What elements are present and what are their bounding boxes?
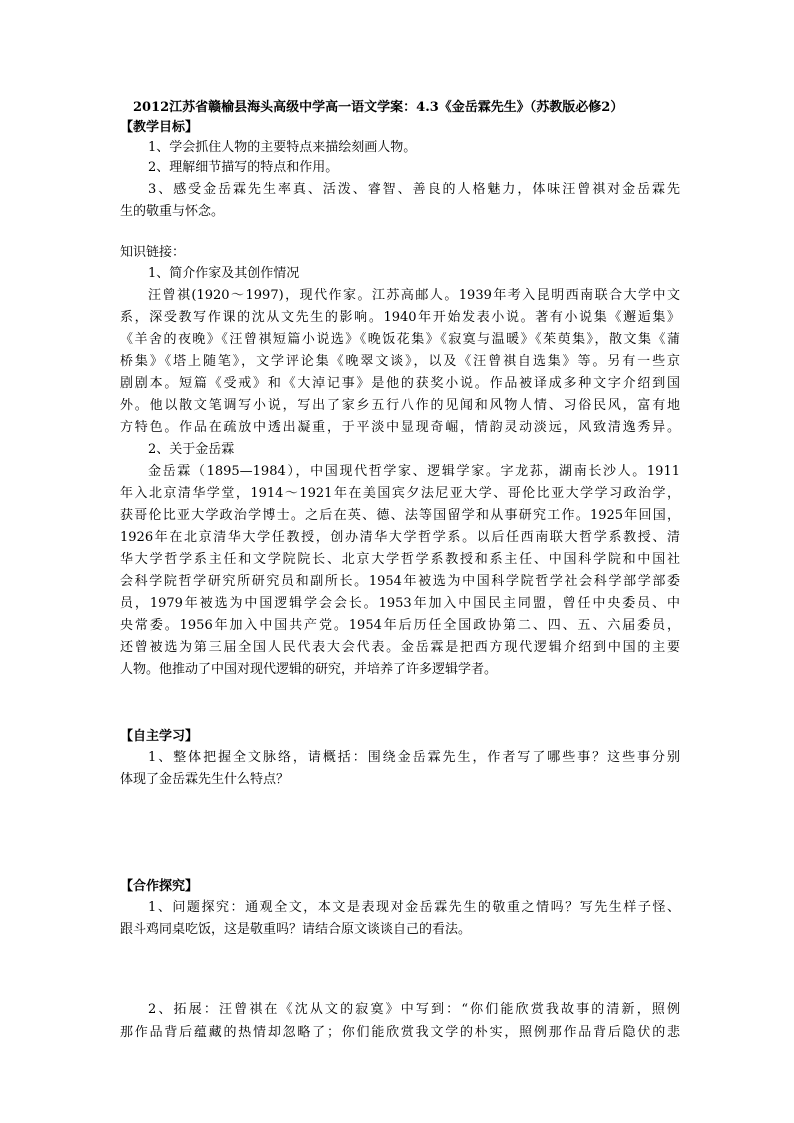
- heading-cooperation: 【合作探究】: [120, 879, 199, 894]
- jin-paragraph-line: 央常委。1956年加入中国共产党。1954年后历任全国政协第二、四、五、六届委员，: [120, 618, 680, 633]
- author-paragraph-line: 系，深受教写作课的沈从文先生的影响。1940年开始发表小说。著有小说集《邂逅集》: [120, 310, 680, 325]
- jin-paragraph-line: 金岳霖（1895—1984），中国现代哲学家、逻辑学家。字龙荪，湖南长沙人。1911: [148, 464, 680, 479]
- heading-self-study: 【自主学习】: [120, 729, 199, 744]
- jin-paragraph-line: 还曾被选为第三届全国人民代表大会代表。金岳霖是把西方现代逻辑介绍到中国的主要: [120, 640, 680, 655]
- cooperation-question-2: 2、拓展：汪曾祺在《沈从文的寂寞》中写到：“你们能欣赏我故事的清新，照例: [148, 1002, 680, 1017]
- author-paragraph-line: 剧剧本。短篇《受戒》和《大淖记事》是他的获奖小说。作品被译成多种文字介绍到国: [120, 376, 680, 391]
- author-paragraph-line: 桥集》《塔上随笔》，文学评论集《晚翠文谈》，以及《汪曾祺自选集》等。另有一些京: [120, 354, 680, 369]
- heading-knowledge-link: 知识链接：: [120, 245, 186, 260]
- jin-paragraph-line: 人物。他推动了中国对现代逻辑的研究，并培养了许多逻辑学者。: [120, 662, 498, 677]
- jin-paragraph-line: 1926年在北京清华大学任教授，创办清华大学哲学系。以后任西南联大哲学系教授、清: [120, 530, 680, 545]
- goal-item: 3、感受金岳霖先生率真、活泼、睿智、善良的人格魅力，体味汪曾祺对金岳霖先: [148, 182, 680, 197]
- self-study-question-continued: 体现了金岳霖先生什么特点？: [120, 772, 290, 787]
- author-paragraph-line: 外。他以散文笔调写小说，写出了家乡五行八作的见闻和风物人情、习俗民风，富有地: [120, 398, 680, 413]
- document-title: 2012江苏省赣榆县海头高级中学高一语文学案：4.3《金岳霖先生》（苏教版必修2）: [133, 100, 624, 115]
- author-paragraph-line: 方特色。作品在疏放中透出凝重，于平淡中显现奇崛，情韵灵动淡远，风致清逸秀异。: [120, 420, 680, 435]
- cooperation-question-1: 1、问题探究：通观全文，本文是表现对金岳霖先生的敬重之情吗？写先生样子怪、: [148, 900, 680, 915]
- self-study-question: 1、整体把握全文脉络，请概括：围绕金岳霖先生，作者写了哪些事？这些事分别: [148, 750, 680, 765]
- jin-paragraph-line: 年入北京清华学堂，1914～1921年在美国宾夕法尼亚大学、哥伦比亚大学学习政治学，: [120, 486, 680, 501]
- subheading-jin-yuelin: 2、关于金岳霖: [148, 442, 235, 457]
- cooperation-question-1-continued: 跟斗鸡同桌吃饭，这是敬重吗？请结合原文谈谈自己的看法。: [120, 922, 472, 937]
- goal-item-continued: 生的敬重与怀念。: [120, 204, 225, 219]
- jin-paragraph-line: 获哥伦比亚大学政治学博士。之后在英、德、法等国留学和从事研究工作。1925年回国，: [120, 508, 680, 523]
- goal-item: 2、理解细节描写的特点和作用。: [148, 160, 339, 175]
- author-paragraph-line: 《羊舍的夜晚》《汪曾祺短篇小说选》《晚饭花集》《寂寞与温暖》《茱萸集》，散文集《蒲: [120, 332, 680, 347]
- heading-teaching-goals: 【教学目标】: [120, 120, 199, 135]
- jin-paragraph-line: 员，1979年被选为中国逻辑学会会长。1953年加入中国民主同盟，曾任中央委员、中: [120, 596, 680, 611]
- cooperation-question-2-continued: 那作品背后蕴藏的热情却忽略了；你们能欣赏我文学的朴实，照例那作品背后隐伏的悲: [120, 1025, 680, 1040]
- author-paragraph-line: 汪曾祺(1920～1997)，现代作家。江苏高邮人。1939年考入昆明西南联合大学中文: [148, 288, 680, 303]
- jin-paragraph-line: 会科学院哲学研究所研究员和副所长。1954年被选为中国科学院哲学社会科学部学部委: [120, 574, 680, 589]
- jin-paragraph-line: 华大学哲学系主任和文学院院长、北京大学哲学系教授和系主任、中国科学院和中国社: [120, 552, 680, 567]
- subheading-author: 1、简介作家及其创作情况: [148, 266, 300, 281]
- goal-item: 1、学会抓住人物的主要特点来描绘刻画人物。: [148, 140, 417, 155]
